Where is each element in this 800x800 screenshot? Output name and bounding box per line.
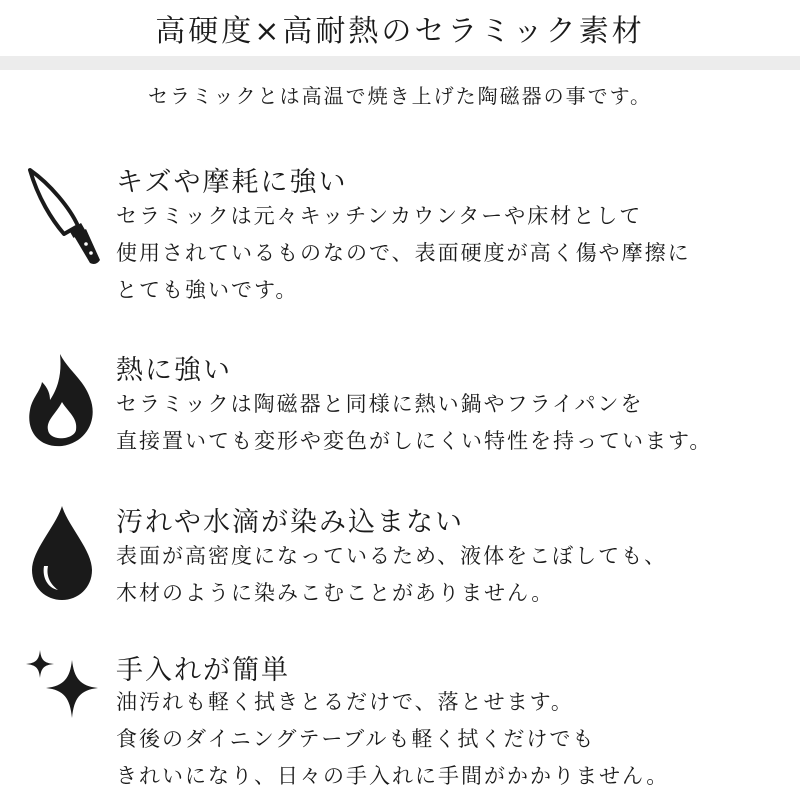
description-line: 使用されているものなので、表面硬度が高く傷や摩擦に [116,241,691,265]
description-line: とても強いです。 [116,278,299,302]
feature-title: 熱に強い [116,355,232,386]
description-line: セラミックは元々キッチンカウンターや床材として [116,204,643,228]
feature-title: 手入れが簡単 [116,655,290,686]
feature-title: 汚れや水滴が染み込まない [116,507,464,538]
description-line: 油汚れも軽く拭きとるだけで、落とせます。 [116,690,574,714]
water-drop-icon [28,504,96,602]
header [0,0,800,56]
description-line: 直接置いても変形や変色がしにくい特性を持っています。 [116,429,713,453]
feature-title: キズや摩耗に強い [116,167,348,198]
description-line: セラミックは陶磁器と同様に熱い鍋やフライパンを [116,392,644,416]
page-title: 高硬度×高耐熱のセラミック素材 [155,14,645,49]
intro-text: セラミックとは高温で焼き上げた陶磁器の事です。 [148,84,652,108]
feature-description [116,386,712,460]
description-line: きれいになり、日々の手入れに手間がかかりません。 [116,764,670,788]
feature-description [116,538,667,612]
header-divider-band [0,56,800,70]
sparkle-icon [24,648,104,724]
description-line: 木材のように染みこむことがありません。 [116,581,555,605]
flame-icon [24,352,100,448]
description-line: 表面が高密度になっているため、液体をこぼしても、 [116,544,668,568]
knife-icon [20,164,106,268]
description-line: 食後のダイニングテーブルも軽く拭くだけでも [116,727,596,751]
feature-description [116,198,691,309]
feature-description [116,684,669,795]
